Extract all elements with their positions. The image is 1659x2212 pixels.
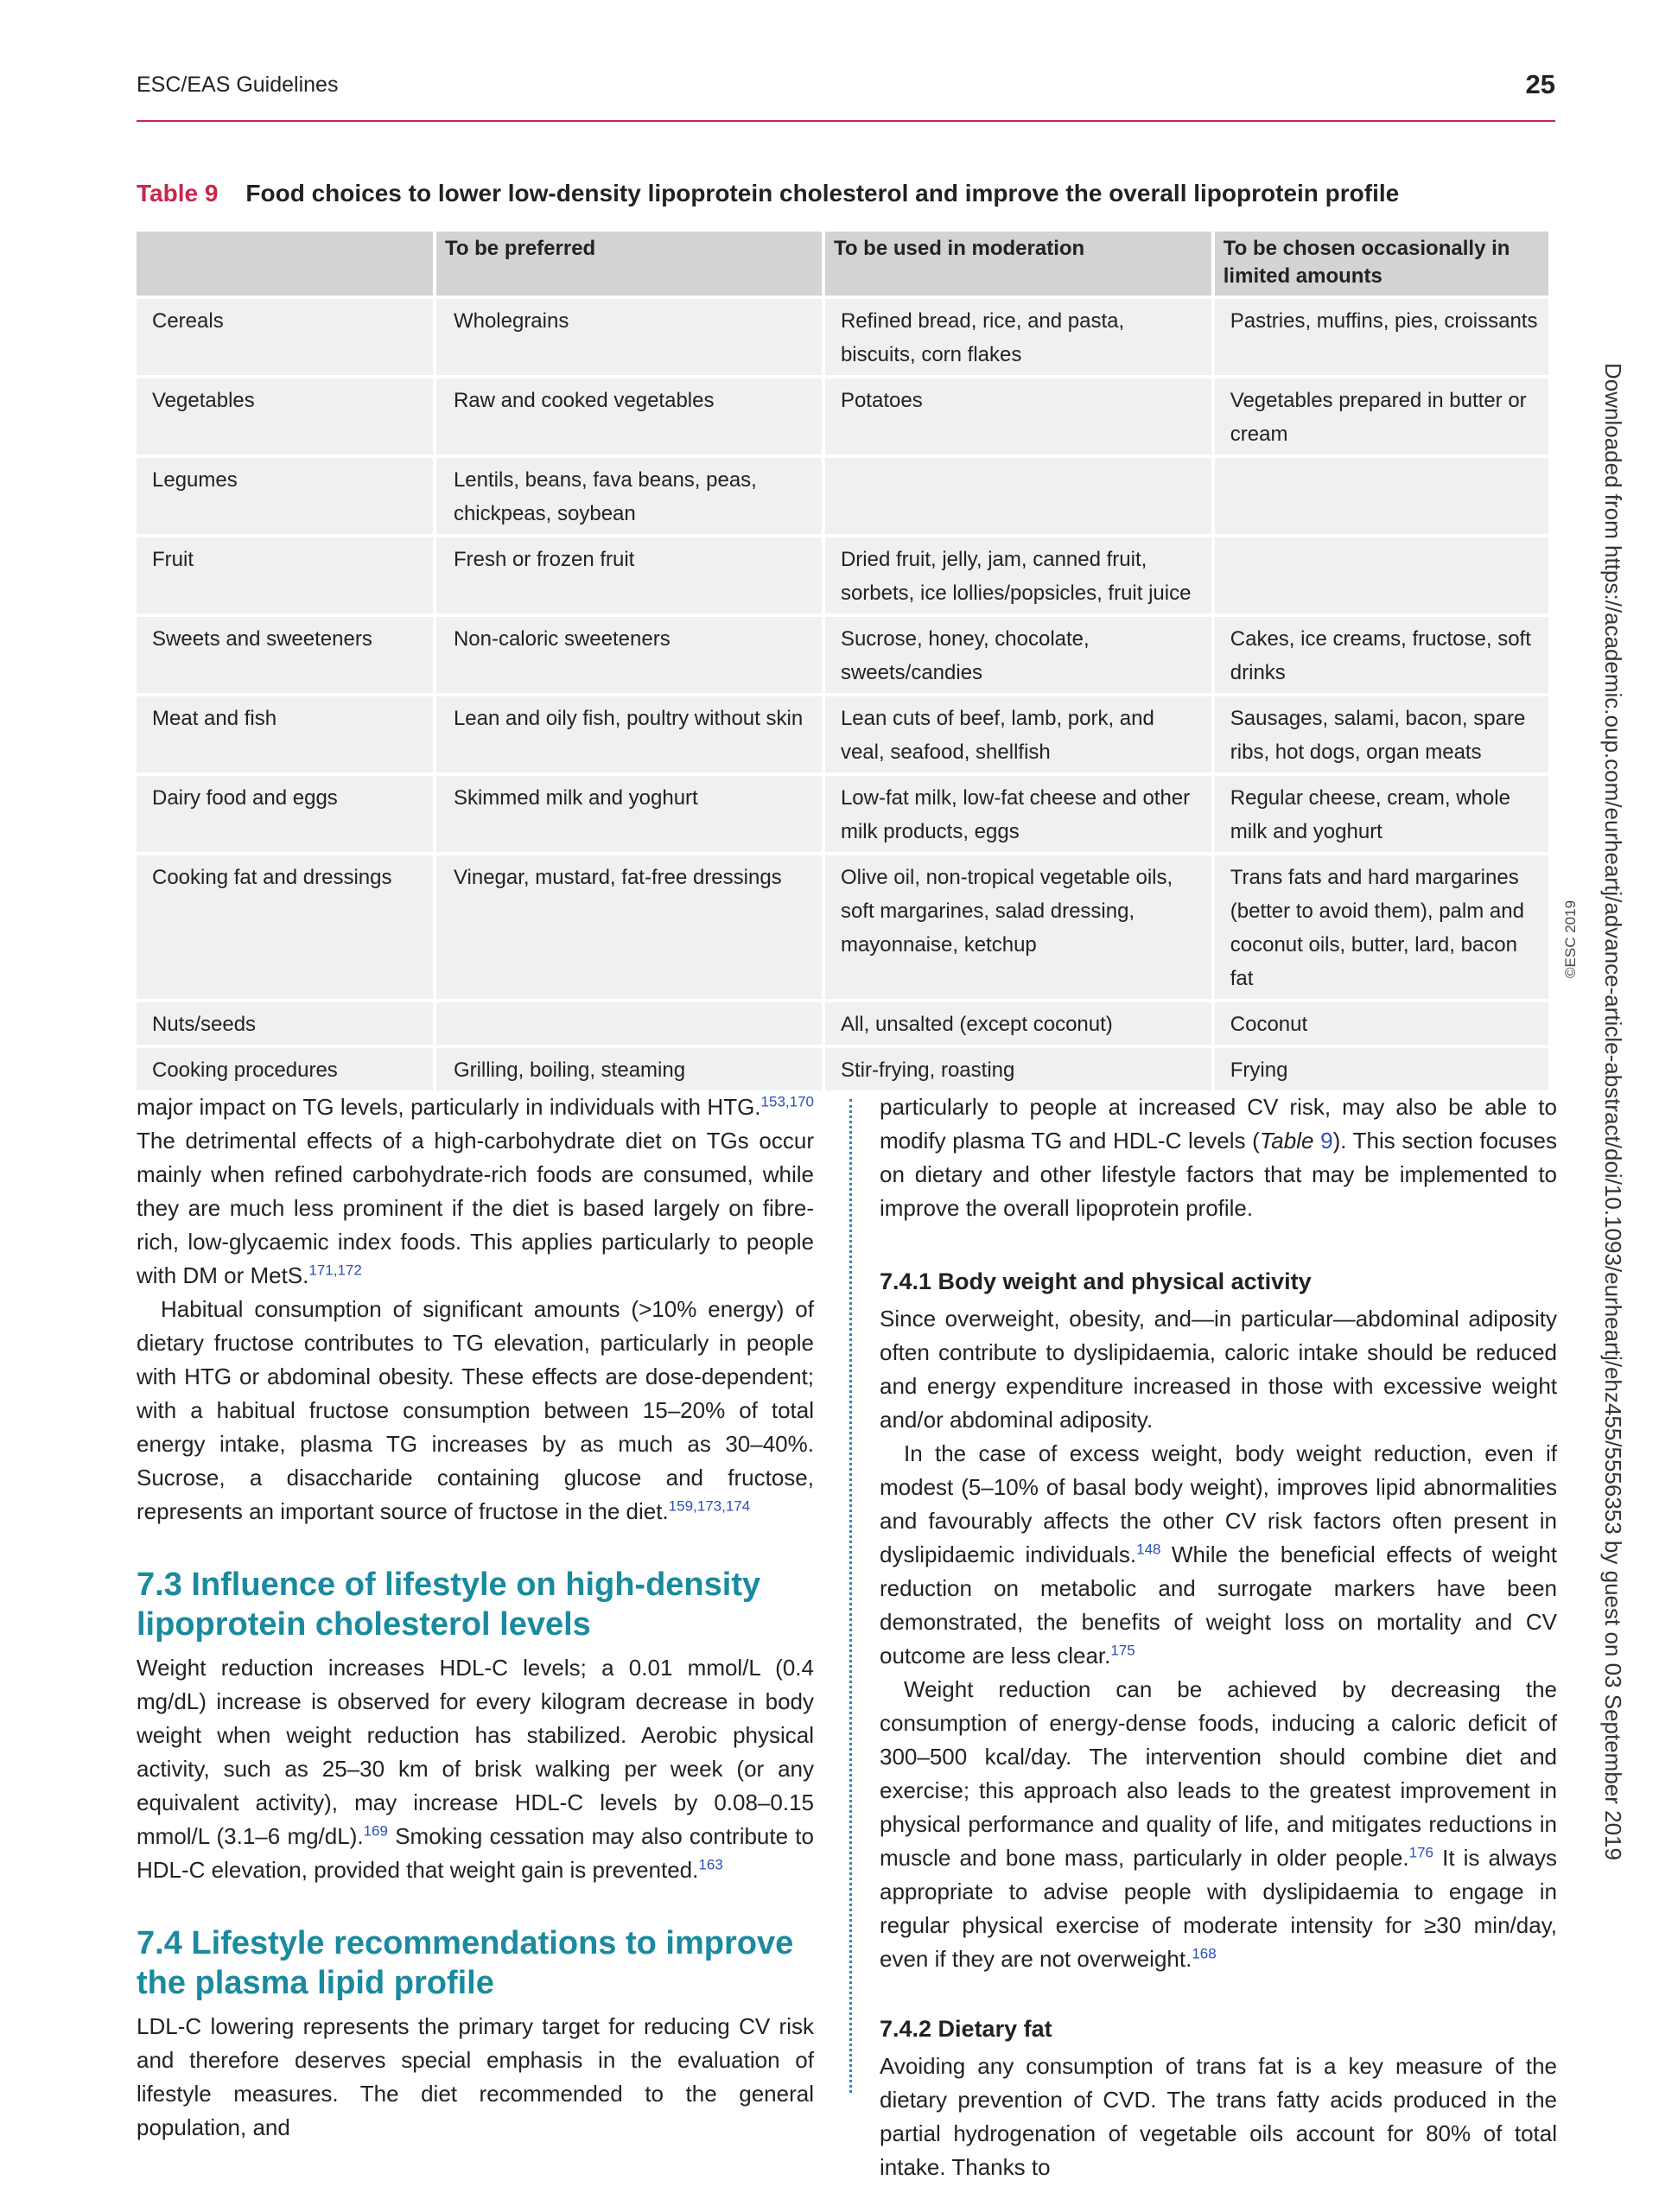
table-cell: Dried fruit, jelly, jam, canned fruit, sorbets, ice lollies/popsicles, fruit juice <box>825 537 1211 613</box>
table-cell: Sucrose, honey, chocolate, sweets/candies <box>825 617 1211 693</box>
citation[interactable]: 163 <box>698 1856 723 1873</box>
table-row <box>137 776 1548 852</box>
subsection-heading-7-4-2: 7.4.2 Dietary fat <box>880 2016 1052 2042</box>
table-cell: Frying <box>1215 1048 1548 1090</box>
table-cell: Wholegrains <box>436 299 822 375</box>
section-heading-7-3: 7.3 Influence of lifestyle on high-density lipoprotein cholesterol levels <box>137 1567 761 1643</box>
table-cell: Lean and oily fish, poultry without skin <box>436 696 822 772</box>
citation[interactable]: 148 <box>1136 1541 1161 1558</box>
table-title: Food choices to lower low-density lipoprotein cholesterol and improve the overall lipoprotein profile <box>245 180 1400 207</box>
table-cell <box>436 1002 822 1045</box>
citation[interactable]: 169 <box>363 1822 388 1840</box>
table-cell: Cakes, ice creams, fructose, soft drinks <box>1215 617 1548 693</box>
table-row <box>137 696 1548 772</box>
row-category-cell: Dairy food and eggs <box>137 776 433 852</box>
table-row <box>137 299 1548 375</box>
table-cell <box>1215 458 1548 534</box>
citation[interactable]: 168 <box>1192 1945 1217 1962</box>
paragraph: LDL-C lowering represents the primary target for reducing CV risk and therefore deserves special emphasis in the evaluation of lifestyle measures. The diet recommended to the general population, and <box>137 2013 814 2140</box>
table-header-cell <box>137 232 433 296</box>
row-category-cell: Legumes <box>137 458 433 534</box>
left-column <box>137 1090 814 2145</box>
table-cell: Grilling, boiling, steaming <box>436 1048 822 1090</box>
row-category-cell: Cereals <box>137 299 433 375</box>
subsection-heading-7-4-1: 7.4.1 Body weight and physical activity <box>880 1268 1312 1294</box>
table-cell: Potatoes <box>825 378 1211 454</box>
table-cell: Vinegar, mustard, fat-free dressings <box>436 855 822 999</box>
row-category-cell: Cooking procedures <box>137 1048 433 1090</box>
table-row <box>137 537 1548 613</box>
table-cell: Low-fat milk, low-fat cheese and other milk products, eggs <box>825 776 1211 852</box>
table-cell: Stir-frying, roasting <box>825 1048 1211 1090</box>
table-cell: Lean cuts of beef, lamb, pork, and veal, seafood, shellfish <box>825 696 1211 772</box>
table-reference-number[interactable]: 9 <box>1320 1128 1333 1154</box>
table-cell: Non-caloric sweeteners <box>436 617 822 693</box>
header-rule <box>137 120 1555 122</box>
table-cell: Lentils, beans, fava beans, peas, chickpeas, soybean <box>436 458 822 534</box>
table-row <box>137 617 1548 693</box>
column-divider <box>849 1099 852 2093</box>
esc-copyright: ©ESC 2019 <box>1562 899 1579 978</box>
table-row <box>137 378 1548 454</box>
paragraph: Avoiding any consumption of trans fat is a key measure of the dietary prevention of CVD. The trans fatty acids produced in the partial hydrogenation of vegetable oils account for 80% of total intake. Thanks to <box>880 2053 1557 2180</box>
table-cell: Raw and cooked vegetables <box>436 378 822 454</box>
table-cell: Olive oil, non-tropical vegetable oils, soft margarines, salad dressing, mayonnaise, ketchup <box>825 855 1211 999</box>
table-header-row <box>137 232 1548 296</box>
table-row <box>137 1002 1548 1045</box>
food-choices-table <box>133 228 1552 1094</box>
table-cell: Sausages, salami, bacon, spare ribs, hot dogs, organ meats <box>1215 696 1548 772</box>
table-header-cell: To be used in moderation <box>825 232 1211 296</box>
table-label: Table 9 <box>137 180 219 207</box>
journal-header: ESC/EAS Guidelines <box>137 73 339 97</box>
row-category-cell: Cooking fat and dressings <box>137 855 433 999</box>
table-caption <box>137 180 1399 207</box>
paragraph: Weight reduction can be achieved by decreasing the consumption of energy-dense foods, inducing a caloric deficit of 300–500 kcal/day. The intervention should combine diet and exercise; this approach also leads to the greatest improvement in physical performance and quality of life, and mitigates reductions in muscle and bone mass, particularly in older people.$^{176}$ It is always appropriate to advise people with dyslipidaemia to engage in regular physical exercise of moderate intensity for ≥30 min/day, even if they are not overweight.$^{168}$ <box>880 1676 1557 1972</box>
paragraph: major impact on TG levels, particularly in individuals with HTG.$^{153,170}$ The detrimental effects of a high-carbohydrate diet on TGs occur mainly when refined carbohydrate-rich foods are consumed, while they are much less prominent if the diet is based largely on fibre-rich, low-glycaemic index foods. This applies particularly to people with DM or MetS.$^{171,172}$ <box>137 1093 814 1288</box>
table-cell: Vegetables prepared in butter or cream <box>1215 378 1548 454</box>
paragraph: Weight reduction increases HDL-C levels; a 0.01 mmol/L (0.4 mg/dL) increase is observed for every kilogram decrease in body weight when weight reduction has stabilized. Aerobic physical activity, such as 25–30 km of brisk walking per week (or any equivalent activity), may increase HDL-C levels by 0.08–0.15 mmol/L (3.1–6 mg/dL).$^{169}$ Smoking cessation may also contribute to HDL-C elevation, provided that weight gain is prevented.$^{163}$ <box>137 1655 814 1883</box>
table-cell: All, unsalted (except coconut) <box>825 1002 1211 1045</box>
row-category-cell: Sweets and sweeteners <box>137 617 433 693</box>
table-header-cell: To be chosen occasionally in limited amounts <box>1215 232 1548 296</box>
citation[interactable]: 153,170 <box>760 1093 814 1110</box>
table-cell <box>825 458 1211 534</box>
section-heading-7-4: 7.4 Lifestyle recommendations to improve the plasma lipid profile <box>137 1925 794 2001</box>
table-cell: Refined bread, rice, and pasta, biscuits, corn flakes <box>825 299 1211 375</box>
citation[interactable]: 171,172 <box>308 1262 362 1279</box>
table-cell: Trans fats and hard margarines (better to avoid them), palm and coconut oils, butter, lard, bacon fat <box>1215 855 1548 999</box>
row-category-cell: Vegetables <box>137 378 433 454</box>
table-header-cell: To be preferred <box>436 232 822 296</box>
page-number: 25 <box>1525 69 1555 99</box>
citation[interactable]: 176 <box>1408 1844 1434 1861</box>
download-notice: Downloaded from https://academic.oup.com/eurheartj/advance-article-abstract/doi/10.1093/eurheartj/ehz455/5556353 by guest on 03 September 2019 <box>1600 363 1626 1860</box>
row-category-cell: Meat and fish <box>137 696 433 772</box>
citation[interactable]: 175 <box>1110 1642 1135 1659</box>
table-row <box>137 855 1548 999</box>
table-body <box>137 299 1548 1090</box>
right-column <box>880 1090 1557 2184</box>
table-cell: Coconut <box>1215 1002 1548 1045</box>
paragraph: Habitual consumption of significant amounts (>10% energy) of dietary fructose contributes to TG elevation, particularly in people with HTG or abdominal obesity. These effects are dose-dependent; with a habitual fructose consumption between 15–20% of total energy intake, plasma TG increases by as much as 30–40%. Sucrose, a disaccharide containing glucose and fructose, represents an important source of fructose in the diet.$^{159,173,174}$ <box>137 1296 814 1524</box>
row-category-cell: Fruit <box>137 537 433 613</box>
table-cell: Pastries, muffins, pies, croissants <box>1215 299 1548 375</box>
table-cell: Regular cheese, cream, whole milk and yoghurt <box>1215 776 1548 852</box>
table-reference[interactable]: Table <box>1259 1128 1314 1154</box>
table-cell <box>1215 537 1548 613</box>
paragraph: Since overweight, obesity, and—in particular—abdominal adiposity often contribute to dyslipidaemia, caloric intake should be reduced and energy expenditure increased in those with excessive weight and/or abdominal adiposity. <box>880 1306 1557 1433</box>
paragraph: particularly to people at increased CV risk, may also be able to modify plasma TG and HDL-C levels (Table 9). This section focuses on dietary and other lifestyle factors that may be implemented to improve the overall lipoprotein profile. <box>880 1094 1558 1221</box>
table-row <box>137 1048 1548 1090</box>
table-cell: Fresh or frozen fruit <box>436 537 822 613</box>
citation[interactable]: 159,173,174 <box>668 1497 751 1515</box>
table-cell: Skimmed milk and yoghurt <box>436 776 822 852</box>
paragraph: In the case of excess weight, body weight reduction, even if modest (5–10% of basal body weight), improves lipid abnormalities and favourably affects the other CV risk factors often present in dyslipidaemic individuals.$^{148}$ While the beneficial effects of weight reduction on metabolic and surrogate markers have been demonstrated, the benefits of weight loss on mortality and CV outcome are less clear.$^{175}$ <box>880 1440 1558 1669</box>
table-row <box>137 458 1548 534</box>
row-category-cell: Nuts/seeds <box>137 1002 433 1045</box>
